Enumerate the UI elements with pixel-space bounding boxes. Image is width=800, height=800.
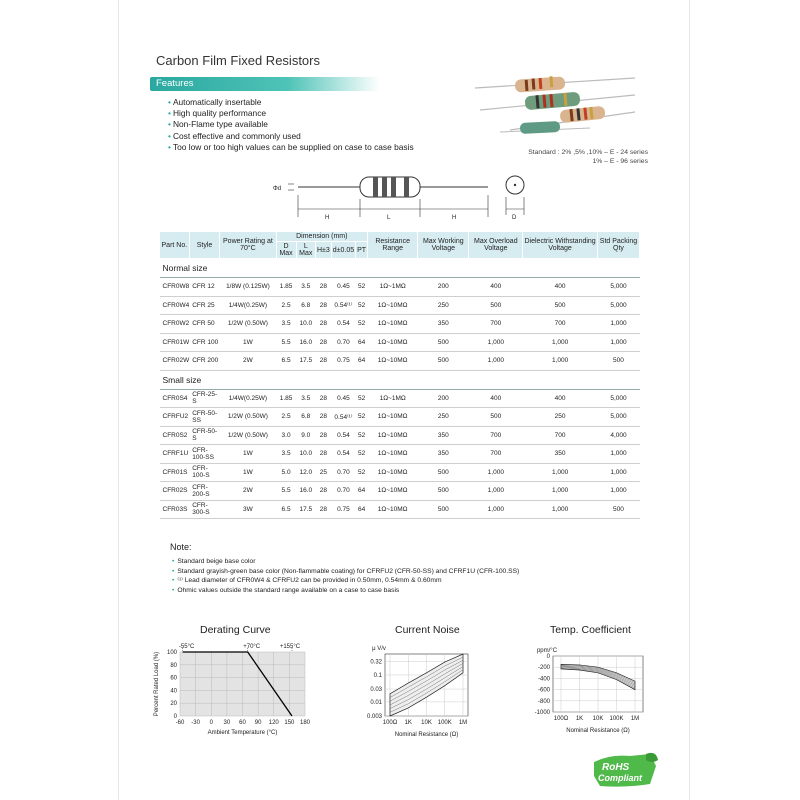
x-tick-label: 0	[209, 720, 213, 726]
table-cell: 52	[356, 278, 368, 297]
table-cell: 1Ω~10MΩ	[368, 426, 418, 445]
table-cell: CFR-200-S	[189, 482, 220, 501]
x-tick-label: 100K	[437, 720, 452, 726]
y-tick-label: 80	[170, 662, 177, 669]
table-cell: 500	[418, 500, 469, 519]
derating-chart	[150, 640, 325, 740]
table-cell: 1/8W (0.125W)	[220, 278, 276, 297]
table-cell: 10.0	[296, 315, 315, 334]
l-label: L	[387, 215, 391, 221]
spec-table-body	[160, 259, 640, 519]
table-cell: 5,000	[597, 408, 639, 427]
col-style: Style	[189, 232, 220, 259]
note-item: • Ohmic values outside the standard range available on a case to case basis	[172, 586, 519, 596]
x-axis-label: Nominal Resistance (Ω)	[394, 732, 459, 738]
table-cell: 1Ω~1MΩ	[368, 389, 418, 408]
table-cell: 1Ω~10MΩ	[368, 333, 418, 352]
col-pt: PT	[356, 242, 368, 259]
table-cell: 52	[356, 389, 368, 408]
table-cell: 1,000	[469, 500, 523, 519]
derating-chart-title: Derating Curve	[200, 624, 271, 636]
table-cell: CFR0S2	[160, 426, 190, 445]
y-tick-label: 60	[170, 675, 177, 682]
x-tick-label: 10K	[592, 716, 604, 722]
d-label: D	[512, 215, 517, 221]
table-cell: 1Ω~10MΩ	[368, 482, 418, 501]
table-cell: 28	[315, 333, 331, 352]
y-axis-label: Percent Rated Load (%)	[154, 651, 160, 717]
table-cell: CFR01W	[160, 333, 190, 352]
table-row	[160, 278, 640, 297]
table-cell: CFR0W8	[160, 278, 190, 297]
table-cell: 0.54	[331, 315, 355, 334]
rohs-label: RoHS	[602, 762, 630, 773]
table-cell: 1,000	[523, 500, 598, 519]
table-cell: 1Ω~10MΩ	[368, 315, 418, 334]
table-cell: 52	[356, 463, 368, 482]
x-tick-label: -60	[175, 720, 185, 726]
feature-item: • Cost effective and commonly used	[168, 131, 414, 142]
table-cell: 700	[523, 426, 598, 445]
table-cell: 0.45	[331, 278, 355, 297]
table-cell: 1W	[220, 463, 276, 482]
y-tick-label: 0	[173, 714, 177, 720]
x-tick-label: 100Ω	[553, 716, 569, 722]
table-cell: 500	[597, 500, 639, 519]
table-cell: 250	[418, 408, 469, 427]
table-cell: 64	[356, 352, 368, 371]
table-cell: 0.54⁽¹⁾	[331, 408, 355, 427]
table-cell: 1W	[220, 333, 276, 352]
feature-item: • High quality performance	[168, 108, 414, 119]
col-max-overload: Max Overload Voltage	[469, 232, 523, 259]
x-tick-label: 1K	[575, 716, 584, 722]
table-cell: 6.8	[296, 408, 315, 427]
table-cell: 16.0	[296, 333, 315, 352]
col-dielectric: Dielectric Withstanding Voltage	[523, 232, 598, 259]
table-cell: 0.54	[331, 445, 355, 464]
table-cell: 10.0	[296, 445, 315, 464]
table-cell: 0.54	[331, 426, 355, 445]
table-cell: 200	[418, 278, 469, 297]
table-cell: 700	[469, 315, 523, 334]
table-cell: 500	[418, 352, 469, 371]
current-noise-chart	[340, 640, 480, 740]
y-axis-label: ppm/°C	[536, 648, 558, 654]
y-tick-label: -600	[537, 687, 550, 694]
table-cell: 4,000	[597, 426, 639, 445]
table-cell: 28	[315, 482, 331, 501]
table-cell: CFR-50-SS	[189, 408, 220, 427]
table-cell: 1Ω~10MΩ	[368, 463, 418, 482]
table-cell: 3W	[220, 500, 276, 519]
y-tick-label: 0.32	[370, 659, 382, 666]
table-cell: 52	[356, 296, 368, 315]
table-cell: 3.5	[276, 445, 296, 464]
table-cell: 0.70	[331, 482, 355, 501]
x-tick-label: 120	[268, 720, 279, 726]
x-tick-label: 150	[284, 720, 295, 726]
table-cell: 6.5	[276, 352, 296, 371]
table-cell: 2W	[220, 482, 276, 501]
col-range: Resistance Range	[368, 232, 418, 259]
col-d: d±0.05	[331, 242, 355, 259]
table-cell: 28	[315, 389, 331, 408]
note-heading: Note:	[170, 542, 192, 552]
table-cell: 64	[356, 482, 368, 501]
table-cell: 3.5	[276, 315, 296, 334]
table-cell: 28	[315, 445, 331, 464]
table-cell: 5,000	[597, 278, 639, 297]
table-cell: 0.70	[331, 463, 355, 482]
table-cell: 500	[418, 333, 469, 352]
table-cell: 5,000	[597, 389, 639, 408]
x-tick-label: -30	[191, 720, 200, 726]
table-row	[160, 426, 640, 445]
table-cell: CFRFU2	[160, 408, 190, 427]
table-cell: CFR03S	[160, 500, 190, 519]
table-cell: 350	[418, 426, 469, 445]
table-section-label: Small size	[160, 370, 640, 389]
table-cell: CFRF1U	[160, 445, 190, 464]
annotation-label: +70°C	[243, 644, 261, 650]
y-tick-label: 40	[170, 688, 177, 695]
table-cell: 1Ω~10MΩ	[368, 445, 418, 464]
table-cell: 28	[315, 500, 331, 519]
table-cell: 1,000	[523, 482, 598, 501]
standard-line: Standard : 2% ,5% ,10% – E - 24 series	[528, 149, 648, 156]
table-cell: CFR 50	[189, 315, 220, 334]
col-dimension: Dimension (mm)	[276, 232, 368, 242]
table-cell: 1W	[220, 445, 276, 464]
feature-item: • Automatically insertable	[168, 97, 414, 108]
table-cell: 1.85	[276, 278, 296, 297]
tolerance-standard	[528, 148, 648, 166]
page-title: Carbon Film Fixed Resistors	[156, 53, 320, 68]
table-cell: 64	[356, 500, 368, 519]
table-cell: 1,000	[597, 463, 639, 482]
table-cell: 1Ω~10MΩ	[368, 352, 418, 371]
table-cell: 28	[315, 426, 331, 445]
table-cell: 1Ω~10MΩ	[368, 408, 418, 427]
table-row	[160, 352, 640, 371]
table-cell: 1,000	[469, 352, 523, 371]
table-cell: 12.0	[296, 463, 315, 482]
table-cell: 400	[523, 389, 598, 408]
table-cell: CFR-25-S	[189, 389, 220, 408]
table-cell: 1/2W (0.50W)	[220, 408, 276, 427]
y-tick-label: 0.01	[370, 699, 382, 706]
table-cell: 2.5	[276, 296, 296, 315]
table-cell: 1,000	[469, 482, 523, 501]
col-part: Part No.	[160, 232, 190, 259]
table-cell: 0.54⁽¹⁾	[331, 296, 355, 315]
table-cell: 2W	[220, 352, 276, 371]
table-cell: 500	[597, 352, 639, 371]
table-cell: 700	[523, 315, 598, 334]
dimension-diagram	[270, 165, 540, 225]
table-cell: 5,000	[597, 296, 639, 315]
temp-coefficient-chart	[525, 640, 655, 740]
y-tick-label: -1000	[534, 710, 550, 716]
y-tick-label: 0.003	[366, 714, 382, 720]
y-tick-label: 0.03	[370, 687, 382, 694]
table-row	[160, 296, 640, 315]
table-cell: CFR0W2	[160, 315, 190, 334]
table-cell: 700	[469, 445, 523, 464]
table-cell: 3.5	[296, 389, 315, 408]
x-axis-label: Nominal Resistance (Ω)	[566, 728, 630, 734]
table-cell: 0.45	[331, 389, 355, 408]
table-cell: CFR01S	[160, 463, 190, 482]
x-tick-label: 1M	[630, 716, 640, 722]
x-tick-label: 180	[299, 720, 311, 726]
table-cell: 52	[356, 315, 368, 334]
table-cell: 52	[356, 445, 368, 464]
table-cell: 9.0	[296, 426, 315, 445]
table-cell: CFR-300-S	[189, 500, 220, 519]
x-tick-label: 100Ω	[382, 720, 398, 726]
y-tick-label: -400	[537, 676, 550, 683]
x-tick-label: 100K	[609, 716, 624, 722]
col-lmax: L Max	[296, 242, 315, 259]
table-cell: 6.5	[276, 500, 296, 519]
table-section-row	[160, 370, 640, 389]
note-item: • ⁽¹⁾ Lead diameter of CFR0W4 & CFRFU2 can be provided in 0.50mm, 0.54mm & 0.60mm	[172, 576, 519, 586]
table-cell: CFR-50-S	[189, 426, 220, 445]
spec-table	[159, 231, 640, 519]
table-cell: 1,000	[523, 463, 598, 482]
table-cell: 1,000	[597, 482, 639, 501]
table-cell: CFR02W	[160, 352, 190, 371]
x-tick-label: 60	[239, 720, 246, 726]
table-cell: 28	[315, 296, 331, 315]
col-max-working: Max Working Voltage	[418, 232, 469, 259]
table-row	[160, 445, 640, 464]
table-cell: CFR02S	[160, 482, 190, 501]
table-cell: 1/4W(0.25W)	[220, 389, 276, 408]
feature-item: • Non-Flame type available	[168, 119, 414, 130]
table-cell: 0.75	[331, 352, 355, 371]
table-cell: 5.5	[276, 333, 296, 352]
table-row	[160, 389, 640, 408]
table-cell: 200	[418, 389, 469, 408]
h-left-label: H	[325, 215, 330, 221]
x-tick-label: 10K	[421, 720, 432, 726]
table-cell: 28	[315, 408, 331, 427]
feature-list	[168, 97, 414, 153]
table-cell: 3.5	[296, 278, 315, 297]
table-cell: CFR-100-S	[189, 463, 220, 482]
table-cell: CFR-100-SS	[189, 445, 220, 464]
note-item: • Standard beige base color	[172, 557, 519, 567]
table-cell: 500	[469, 296, 523, 315]
col-h: H±3	[315, 242, 331, 259]
feature-item: • Too low or too high values can be supplied on case to case basis	[168, 142, 414, 153]
table-row	[160, 333, 640, 352]
table-cell: 400	[469, 389, 523, 408]
table-cell: 1Ω~10MΩ	[368, 500, 418, 519]
table-cell: 1/2W (0.50W)	[220, 315, 276, 334]
resistor-photo	[470, 70, 640, 135]
table-cell: CFR0W4	[160, 296, 190, 315]
h-right-label: H	[452, 215, 457, 221]
table-cell: 350	[418, 445, 469, 464]
table-cell: 1,000	[597, 333, 639, 352]
table-row	[160, 463, 640, 482]
table-cell: 1/2W (0.50W)	[220, 426, 276, 445]
table-cell: CFR 12	[189, 278, 220, 297]
table-cell: 0.70	[331, 333, 355, 352]
table-cell: 17.5	[296, 500, 315, 519]
tempco-chart-title: Temp. Coefficient	[550, 624, 631, 636]
table-cell: 52	[356, 408, 368, 427]
x-axis-label: Ambient Temperature (°C)	[207, 730, 278, 736]
table-cell: 350	[523, 445, 598, 464]
table-cell: 28	[315, 352, 331, 371]
y-tick-label: -200	[537, 665, 550, 672]
x-tick-label: 1M	[458, 720, 468, 726]
rohs-badge	[590, 752, 660, 790]
y-tick-label: -800	[537, 698, 550, 705]
table-cell: 350	[418, 315, 469, 334]
table-section-row	[160, 259, 640, 278]
table-cell: 250	[523, 408, 598, 427]
table-cell: 28	[315, 278, 331, 297]
table-cell: 1Ω~10MΩ	[368, 296, 418, 315]
table-cell: 400	[523, 278, 598, 297]
table-cell: 1,000	[523, 352, 598, 371]
table-cell: 17.5	[296, 352, 315, 371]
table-cell: 6.8	[296, 296, 315, 315]
table-cell: CFR 25	[189, 296, 220, 315]
table-cell: 400	[469, 278, 523, 297]
note-item: • Standard grayish-green base color (Non-flammable coating) for CFRFU2 (CFR-50-SS) and CFRF1U (CFR-100.SS)	[172, 567, 519, 577]
table-cell: 5.0	[276, 463, 296, 482]
table-cell: 500	[469, 408, 523, 427]
y-tick-label: 0	[546, 654, 550, 660]
standard-line: 1% – E - 96 series	[592, 158, 648, 165]
table-cell: 250	[418, 296, 469, 315]
features-heading-bar	[150, 77, 380, 91]
col-power: Power Rating at 70°C	[220, 232, 276, 259]
x-tick-label: 90	[254, 720, 262, 726]
annotation-label: +155°C	[279, 644, 301, 650]
table-row	[160, 482, 640, 501]
note-list	[172, 557, 519, 595]
y-tick-label: 20	[170, 701, 177, 708]
table-cell: CFR 100	[189, 333, 220, 352]
table-cell: 3.0	[276, 426, 296, 445]
table-row	[160, 408, 640, 427]
table-cell: 700	[469, 426, 523, 445]
table-cell: 5.5	[276, 482, 296, 501]
table-cell: 0.75	[331, 500, 355, 519]
y-axis-label: μ V/v	[372, 646, 386, 652]
col-dmax: D Max	[276, 242, 296, 259]
table-cell: 16.0	[296, 482, 315, 501]
phi-d-label: Φd	[273, 186, 282, 192]
rohs-compliant-label: Compliant	[598, 773, 642, 783]
y-tick-label: 0.1	[373, 672, 382, 679]
table-row	[160, 500, 640, 519]
table-cell: 64	[356, 333, 368, 352]
x-tick-label: 1K	[404, 720, 412, 726]
table-cell: 1Ω~1MΩ	[368, 278, 418, 297]
table-cell: 1,000	[597, 315, 639, 334]
table-section-label: Normal size	[160, 259, 640, 278]
col-std-qty: Std Packing Qty	[597, 232, 639, 259]
table-cell: CFR 200	[189, 352, 220, 371]
table-row	[160, 315, 640, 334]
features-heading: Features	[156, 78, 194, 89]
table-cell: 500	[418, 463, 469, 482]
noise-chart-title: Current Noise	[395, 624, 460, 636]
table-cell: 1,000	[469, 333, 523, 352]
annotation-label: -55°C	[178, 644, 195, 650]
table-cell: 1,000	[469, 463, 523, 482]
y-tick-label: 100	[166, 650, 177, 656]
table-cell: 1.85	[276, 389, 296, 408]
table-cell: 500	[523, 296, 598, 315]
table-cell: 25	[315, 463, 331, 482]
table-cell: 1,000	[597, 445, 639, 464]
table-cell: 2.5	[276, 408, 296, 427]
table-cell: 52	[356, 426, 368, 445]
x-tick-label: 30	[223, 720, 231, 726]
table-cell: 500	[418, 482, 469, 501]
table-cell: 1/4W(0.25W)	[220, 296, 276, 315]
table-cell: 1,000	[523, 333, 598, 352]
table-cell: CFR0S4	[160, 389, 190, 408]
table-cell: 28	[315, 315, 331, 334]
